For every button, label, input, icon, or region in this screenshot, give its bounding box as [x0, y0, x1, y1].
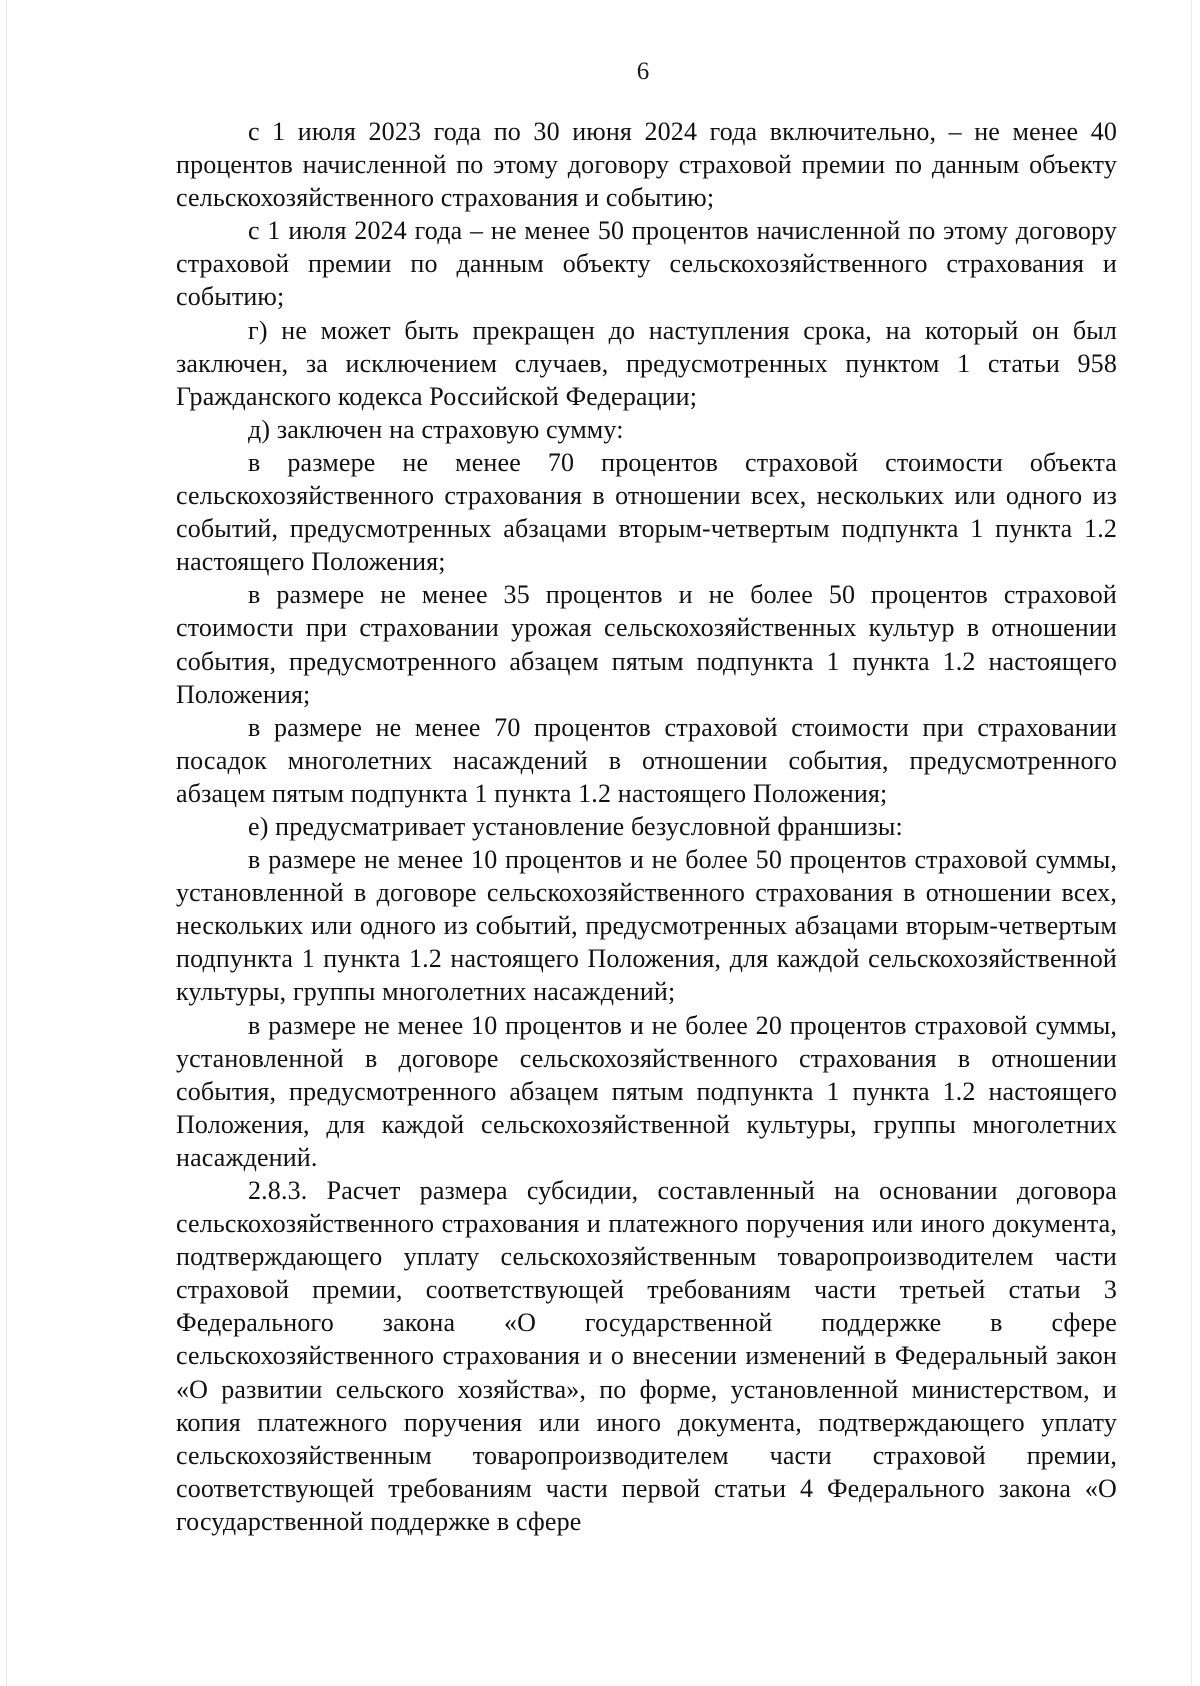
paragraph-2: с 1 июля 2024 года – не менее 50 процентов начисленной по этому договору страховой премии по данным объекту сельскохозяйственного страхования и событию; [176, 216, 1117, 312]
document-body [176, 115, 1117, 1538]
paragraph-5: в размере не менее 70 процентов страховой стоимости объекта сельскохозяйственного страхования в отношении всех, нескольких или одного из событий, предусмотренных абзацами вторым-четвертым подпункта 1 пункта 1.2 настоящего Положения; [176, 447, 1117, 577]
paragraph-11: 2.8.3. Расчет размера субсидии, составленный на основании договора сельскохозяйственного страхования и платежного поручения или иного документа, подтверждающего уплату сельскохозяйственным товаропроизводителем части страховой премии, соответствующей требованиям части третьей статьи 3 Федерального закона «О государственной поддержке в сфере сельскохозяйственного страхования и о внесении изменений в Федеральный закон «О развитии сельского хозяйства», по форме, установленной министерством, и копия платежного поручения или иного документа, подтверждающего уплату сельскохозяйственным товаропроизводителем части страховой премии, соответствующей требованиям части первой статьи 4 Федерального закона «О государственной поддержке в сфере [176, 1176, 1117, 1536]
paragraph-1: с 1 июля 2023 года по 30 июня 2024 года включительно, – не менее 40 процентов начисленной по этому договору страховой премии по данным объекту сельскохозяйственного страхования и событию; [176, 117, 1117, 213]
paragraph-8: е) предусматривает установление безусловной франшизы: [248, 811, 903, 841]
scan-edge-left [6, 0, 7, 1686]
paragraph-7: в размере не менее 70 процентов страховой стоимости при страховании посадок многолетних насаждений в отношении события, предусмотренного абзацем пятым подпункта 1 пункта 1.2 настоящего Положения; [176, 712, 1117, 808]
page-number: 6 [636, 58, 650, 85]
paragraph-6: в размере не менее 35 процентов и не более 50 процентов страховой стоимости при страховании урожая сельскохозяйственных культур в отношении события, предусмотренного абзацем пятым подпункта 1 пункта 1.2 настоящего Положения; [176, 580, 1117, 709]
paragraph-4: д) заключен на страховую сумму: [248, 414, 624, 444]
paragraph-3: г) не может быть прекращен до наступления срока, на который он был заключен, за исключением случаев, предусмотренных пунктом 1 статьи 958 Гражданского кодекса Российской Федерации; [176, 315, 1117, 411]
paragraph-9: в размере не менее 10 процентов и не более 50 процентов страховой суммы, установленной в договоре сельскохозяйственного страхования в отношении всех, нескольких или одного из событий, предусмотренных абзацами вторым-четвертым подпункта 1 пункта 1.2 настоящего Положения, для каждой сельскохозяйственной культуры, группы многолетних насаждений; [176, 845, 1117, 1007]
scan-edge-right [1191, 0, 1192, 1686]
paragraph-10: в размере не менее 10 процентов и не более 20 процентов страховой суммы, установленной в договоре сельскохозяйственного страхования в отношении события, предусмотренного абзацем пятым подпункта 1 пункта 1.2 настоящего Положения, для каждой сельскохозяйственной культуры, группы многолетних насаждений. [176, 1010, 1117, 1172]
